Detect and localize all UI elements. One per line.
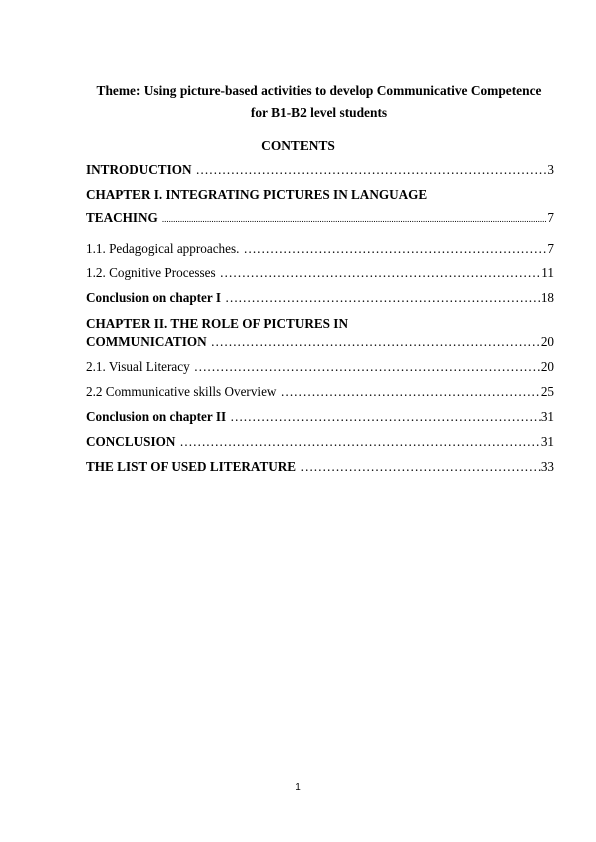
toc-entry-2-2[interactable] [86, 384, 554, 400]
toc-page-number: 25 [540, 384, 554, 399]
dot-leader [158, 210, 548, 226]
toc-entry-title: CONCLUSION [86, 434, 176, 449]
toc-page-number: 33 [540, 459, 554, 474]
toc-page-number: 31 [540, 434, 554, 449]
toc-entry-chapter-2[interactable] [86, 334, 554, 350]
dot-leader [221, 290, 541, 306]
toc-chapter-1-heading[interactable]: CHAPTER I. INTEGRATING PICTURES IN LANGUAGE [86, 187, 428, 202]
toc-page-number: 11 [541, 265, 554, 280]
dot-leader [226, 409, 541, 425]
toc-entry-title: TEACHING [86, 210, 158, 225]
theme-line-2: for B1-B2 level students [250, 105, 388, 120]
toc-entry-1-2[interactable] [86, 265, 554, 281]
toc-entry-title: 1.2. Cognitive Processes [86, 265, 216, 280]
toc-entry-conclusion-chapter-1[interactable] [86, 290, 554, 306]
toc-entry-title: Conclusion on chapter I [86, 290, 221, 305]
dot-leader [239, 241, 547, 257]
dot-leader [192, 162, 548, 178]
toc-page-number: 20 [540, 359, 554, 374]
dot-leader [175, 434, 540, 450]
toc-page-number: 18 [540, 290, 554, 305]
toc-entry-introduction[interactable] [86, 162, 554, 178]
toc-entry-title: COMMUNICATION [86, 334, 207, 349]
dot-leader [216, 265, 542, 281]
toc-entry-conclusion-chapter-2[interactable] [86, 409, 554, 425]
toc-entry-title: Conclusion on chapter II [86, 409, 227, 424]
dot-leader [296, 459, 541, 475]
toc-entry-2-1[interactable] [86, 359, 554, 375]
toc-page-number: 20 [540, 334, 554, 349]
theme-line-1: Theme: Using picture-based activities to develop Communicative Competence [96, 83, 542, 98]
toc-page-number: 7 [547, 241, 554, 256]
toc-page-number: 7 [547, 210, 554, 225]
page-number-footer: 1 [295, 782, 301, 793]
toc-page-number: 31 [540, 409, 554, 424]
toc-entry-title: 1.1. Pedagogical approaches. [86, 241, 240, 256]
document-theme [80, 80, 558, 124]
toc-entry-title: INTRODUCTION [86, 162, 192, 177]
dot-leader [207, 334, 541, 350]
toc-entry-title: 2.1. Visual Literacy [86, 359, 190, 374]
dot-leader [276, 384, 540, 400]
toc-entry-conclusion[interactable] [86, 434, 554, 450]
dot-leader [190, 359, 541, 375]
toc-page-number: 3 [547, 162, 554, 177]
toc-entry-literature[interactable] [86, 459, 554, 475]
toc-chapter-2-heading[interactable]: CHAPTER II. THE ROLE OF PICTURES IN [86, 316, 348, 331]
contents-heading: CONTENTS [261, 138, 335, 153]
toc-entry-chapter-1[interactable] [86, 210, 554, 226]
toc-entry-1-1[interactable] [86, 241, 554, 257]
toc-entry-title: THE LIST OF USED LITERATURE [86, 459, 297, 474]
toc-entry-title: 2.2 Communicative skills Overview [86, 384, 277, 399]
